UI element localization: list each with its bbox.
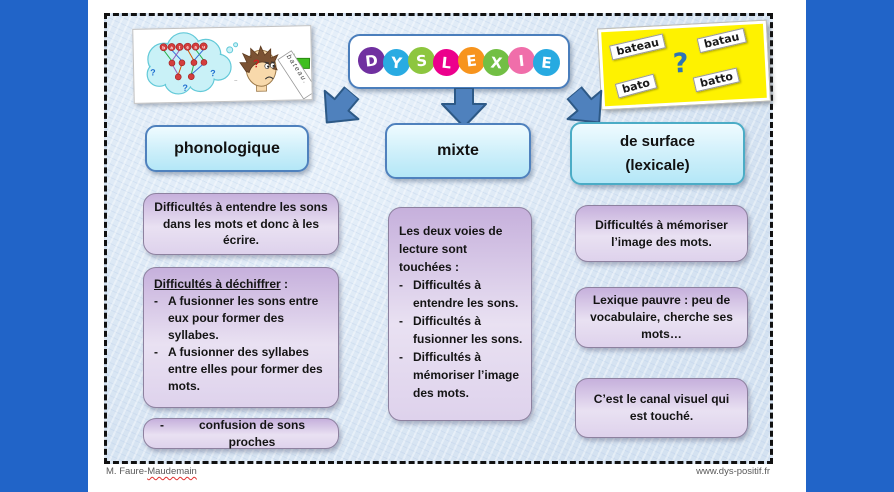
thought-bubble-illustration — [132, 25, 313, 104]
list-item: - Difficultés à fusionner les sons. — [399, 314, 523, 346]
word-card: batto — [693, 67, 741, 92]
dash: - — [399, 314, 403, 328]
website-credit: www.dys-positif.fr — [696, 466, 770, 477]
word-variants-box — [598, 21, 770, 110]
list-item: - A fusionner des syllabes entre elles pour former des mots. — [154, 344, 328, 395]
title-letter-circle: X — [482, 48, 512, 78]
reading-confusion-drawing — [133, 26, 311, 103]
box-text: Difficultés à mémoriser l’image des mots. — [595, 217, 728, 249]
mixte-box — [388, 207, 532, 421]
title-letter-circle: E — [457, 46, 487, 76]
surface-box-3 — [575, 378, 748, 438]
phonologique-box-2 — [143, 267, 339, 408]
cloud-letter: t — [178, 44, 181, 50]
title-letter-circle: I — [507, 46, 537, 76]
tag-word: bateau. — [284, 53, 310, 86]
box-text: Difficultés à entendre les sons dans les mots et donc à les écrire. — [154, 199, 328, 248]
word-card: bateau — [609, 33, 666, 60]
cloud-letter: a — [194, 44, 197, 50]
phonologique-box-3 — [143, 418, 339, 449]
header-label-line2: (lexicale) — [625, 156, 690, 174]
word-card: batau — [697, 28, 747, 53]
title-letter-circle: Y — [382, 48, 412, 78]
title-box — [348, 34, 570, 89]
word-card: bato — [615, 74, 658, 99]
cloud-letter: b — [162, 45, 166, 51]
title-letter-circle: D — [357, 46, 387, 76]
bubble-tail — [227, 47, 233, 53]
surface-box-1 — [575, 205, 748, 262]
cloud-letter: e — [186, 44, 189, 50]
header-label-line1: de surface — [619, 132, 696, 150]
header-de-surface — [570, 122, 745, 185]
box-text: C’est le canal visuel qui est touché. — [593, 392, 730, 423]
dash: - — [399, 278, 403, 292]
cloud-letter: a — [170, 45, 173, 51]
dash: - — [399, 350, 403, 364]
cloud-letter: u — [202, 44, 206, 50]
box-text: confusion de sons proches — [198, 417, 305, 449]
header-phonologique — [145, 125, 309, 172]
dash: - — [154, 294, 158, 309]
signature-scribble: ~ — [233, 78, 239, 85]
title-letter-circle: E — [532, 48, 562, 78]
question-mark-icon: ? — [182, 82, 189, 93]
confused-boy-face — [240, 46, 279, 92]
header-mixte — [385, 123, 531, 179]
phonologique-box-1 — [143, 193, 339, 255]
dash: - — [160, 417, 164, 432]
surface-box-2 — [575, 287, 748, 348]
list-item: - Difficultés à entendre les sons. — [399, 278, 519, 310]
box-intro: Les deux voies de lecture sont touchées : — [399, 224, 503, 274]
dash: - — [154, 345, 158, 360]
title-letter-circle: S — [407, 46, 437, 76]
title-letter-circle: L — [432, 48, 462, 78]
list-item: - A fusionner les sons entre eux pour former des syllabes. — [154, 293, 328, 344]
question-mark-icon: ? — [150, 67, 156, 78]
author-name-spellchecked: Maudemain — [147, 466, 197, 477]
box-title: Difficultés à déchiffrer : — [154, 277, 289, 291]
slide-page — [88, 0, 806, 492]
slide-dashed-frame — [104, 13, 773, 464]
header-label: mixte — [437, 142, 479, 159]
question-mark-icon: ? — [252, 58, 260, 71]
question-mark-icon: ? — [672, 47, 690, 80]
author-credit: M. Faure-Maudemain — [106, 466, 197, 477]
header-label: phonologique — [174, 139, 280, 157]
list-item: - Difficultés à mémoriser l’image des mots. — [399, 350, 520, 400]
down-arrow-icon — [440, 88, 488, 128]
question-mark-icon: ? — [210, 68, 216, 79]
box-text: Lexique pauvre : peu de vocabulaire, cherche ses mots… — [590, 293, 733, 341]
